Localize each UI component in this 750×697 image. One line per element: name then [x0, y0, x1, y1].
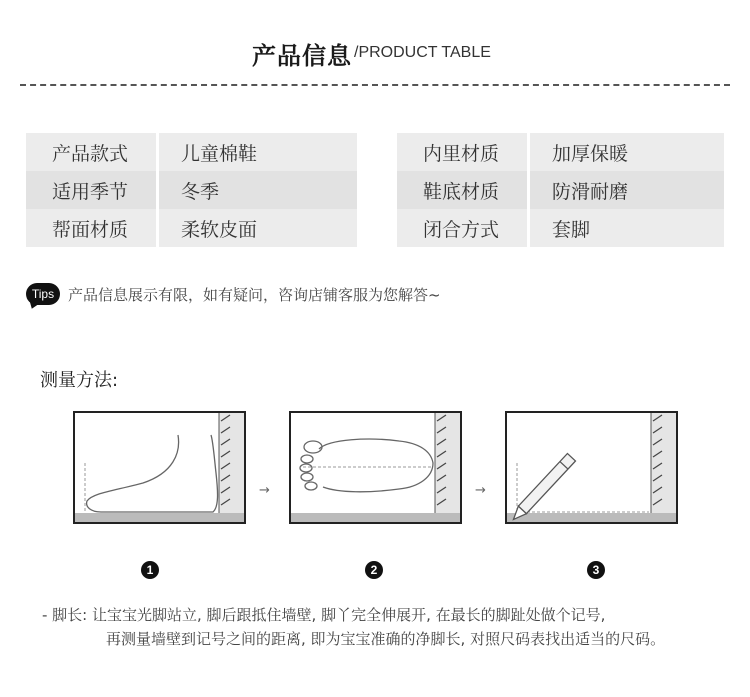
- measure-step-3-illustration: [505, 411, 678, 524]
- measure-note-line1: - 脚长: 让宝宝光脚站立, 脚后跟抵住墙壁, 脚丫完全伸展开, 在最长的脚趾处做个记号,: [42, 606, 606, 624]
- arrow-icon: →: [259, 483, 270, 498]
- row-value: 儿童棉鞋: [159, 133, 357, 171]
- table-row: [26, 133, 357, 171]
- measure-title: 测量方法:: [40, 370, 119, 391]
- dashed-divider: [20, 84, 730, 86]
- row-value: 套脚: [530, 209, 724, 247]
- row-key: 帮面材质: [26, 209, 156, 247]
- table-row: [397, 171, 724, 209]
- tips-note: [26, 283, 441, 305]
- product-table-left: [26, 133, 357, 247]
- tips-badge: Tips: [26, 283, 60, 305]
- arrow-icon: →: [475, 483, 486, 498]
- tips-text: 产品信息展示有限，如有疑问，咨询店铺客服为您解答~: [68, 285, 441, 304]
- title-en: /PRODUCT TABLE: [354, 44, 491, 61]
- step-number-badge: 1: [141, 561, 159, 579]
- step-number-badge: 2: [365, 561, 383, 579]
- row-key: 产品款式: [26, 133, 156, 171]
- row-value: 柔软皮面: [159, 209, 357, 247]
- row-value: 加厚保暖: [530, 133, 724, 171]
- title-cn: 产品信息: [252, 42, 352, 70]
- row-value: 冬季: [159, 171, 357, 209]
- table-row: [26, 209, 357, 247]
- table-row: [26, 171, 357, 209]
- measure-note-line2: 再测量墙壁到记号之间的距离, 即为宝宝准确的净脚长, 对照尺码表找出适当的尺码。: [106, 630, 666, 648]
- row-key: 鞋底材质: [397, 171, 527, 209]
- section-header: [0, 32, 750, 72]
- row-key: 适用季节: [26, 171, 156, 209]
- product-table-right: [397, 133, 724, 247]
- row-key: 内里材质: [397, 133, 527, 171]
- measure-step-2-illustration: [289, 411, 462, 524]
- table-row: [397, 209, 724, 247]
- row-value: 防滑耐磨: [530, 171, 724, 209]
- row-key: 闭合方式: [397, 209, 527, 247]
- step-number-badge: 3: [587, 561, 605, 579]
- measure-step-1-illustration: [73, 411, 246, 524]
- table-row: [397, 133, 724, 171]
